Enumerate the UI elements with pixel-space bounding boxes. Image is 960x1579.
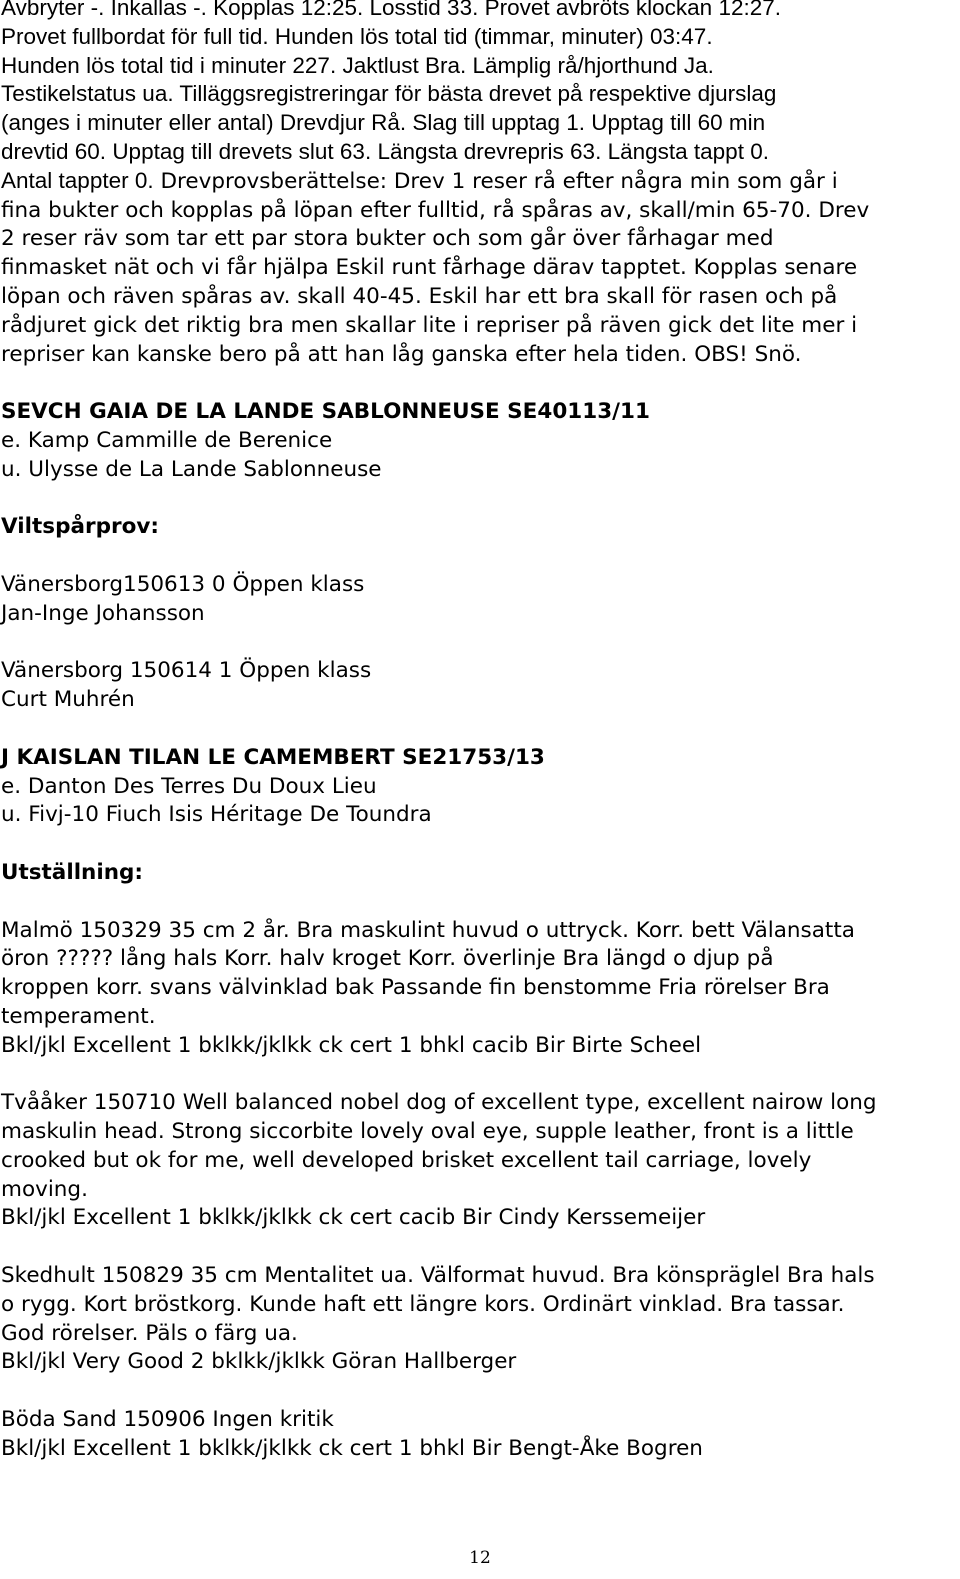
show-result: Bkl/jkl Excellent 1 bklkk/jklkk ck cert 1 bhkl Bir Bengt-Åke Bogren bbox=[1, 1435, 703, 1461]
trial-line: drevtid 60. Upptag till drevets slut 63. Längsta drevrepris 63. Längsta tappt 0. bbox=[1, 138, 769, 164]
dog-2 bbox=[0, 715, 960, 1464]
story-line: Drevprovsberättelse: Drev 1 reser rå efter några min som går i bbox=[160, 168, 838, 194]
show-critique-line: öron ????? lång hals Korr. halv kroget Korr. överlinje Bra längd o djup på bbox=[1, 946, 774, 972]
show-result: Bkl/jkl Excellent 1 bklkk/jklkk ck cert cacib Bir Cindy Kerssemeijer bbox=[1, 1205, 706, 1231]
trial-report bbox=[0, 0, 960, 369]
trial-line: Avbryter -. Inkallas -. Kopplas 12:25. Losstid 33. Provet avbröts klockan 12:27. bbox=[1, 0, 781, 20]
story-line: finmasket nät och vi får hjälpa Eskil runt fårhage därav tapptet. Kopplas senare bbox=[1, 255, 858, 281]
show-critique-line: Skedhult 150829 35 cm Mentalitet ua. Välformat huvud. Bra könspräglel Bra hals bbox=[1, 1263, 875, 1289]
show-critique-line: temperament. bbox=[1, 1003, 156, 1029]
story-line: repriser kan kanske bero på att han låg ganska efter hela tiden. OBS! Snö. bbox=[1, 341, 802, 367]
page-number: 12 bbox=[469, 1548, 491, 1568]
dog-1-dam: u. Ulysse de La Lande Sablonneuse bbox=[1, 456, 382, 482]
dog-2-name: J KAISLAN TILAN LE CAMEMBERT SE21753/13 bbox=[1, 744, 545, 770]
show-critique-line: maskulin head. Strong siccorbite lovely oval eye, supple leather, front is a little bbox=[1, 1119, 854, 1145]
tracking-judge: Jan-Inge Johansson bbox=[1, 600, 205, 626]
trial-line: Antal tappter 0. bbox=[1, 167, 154, 193]
show-result: Bkl/jkl Excellent 1 bklkk/jklkk ck cert 1 bhkl cacib Bir Birte Scheel bbox=[1, 1032, 702, 1058]
story-line: fina bukter och kopplas på löpan efter fulltid, rå spåras av, skall/min 65-70. Drev bbox=[1, 197, 870, 223]
show-critique-line: Tvååker 150710 Well balanced nobel dog of excellent type, excellent nairow long bbox=[1, 1090, 877, 1116]
show-result: Bkl/jkl Very Good 2 bklkk/jklkk Göran Hallberger bbox=[1, 1349, 517, 1375]
show-critique-line: moving. bbox=[1, 1176, 88, 1202]
trial-line: Hunden lös total tid i minuter 227. Jaktlust Bra. Lämplig rå/hjorthund Ja. bbox=[1, 52, 714, 78]
tracking-entry: Vänersborg150613 0 Öppen klass bbox=[1, 571, 365, 597]
show-critique-line: crooked but ok for me, well developed brisket excellent tail carriage, lovely bbox=[1, 1147, 812, 1173]
dog-1 bbox=[0, 369, 960, 715]
show-critique-line: Malmö 150329 35 cm 2 år. Bra maskulint huvud o uttryck. Korr. bett Välansatta bbox=[1, 917, 855, 943]
trial-line: Provet fullbordat för full tid. Hunden lös total tid (timmar, minuter) 03:47. bbox=[1, 23, 713, 49]
dog-2-dam: u. Fivj-10 Fiuch Isis Héritage De Toundra bbox=[1, 802, 432, 828]
section-heading-tracking: Viltspårprov: bbox=[1, 514, 159, 540]
show-critique-line: God rörelser. Päls o färg ua. bbox=[1, 1320, 298, 1346]
show-critique-line: Böda Sand 150906 Ingen kritik bbox=[1, 1407, 334, 1433]
trial-line-mixed bbox=[1, 167, 956, 197]
show-critique-line: o rygg. Kort bröstkorg. Kunde haft ett längre kors. Ordinärt vinklad. Bra tassar. bbox=[1, 1291, 845, 1317]
section-heading-show: Utställning: bbox=[1, 859, 144, 885]
story-line: löpan och räven spåras av. skall 40-45. Eskil har ett bra skall för rasen och på bbox=[1, 283, 838, 309]
story-line: rådjuret gick det riktig bra men skallar lite i repriser på räven gick det lite mer i bbox=[1, 312, 858, 338]
dog-1-name: SEVCH GAIA DE LA LANDE SABLONNEUSE SE40113/11 bbox=[1, 399, 650, 425]
dog-2-sire: e. Danton Des Terres Du Doux Lieu bbox=[1, 773, 377, 799]
show-critique-line: kroppen korr. svans välvinklad bak Passande fin benstomme Fria rörelser Bra bbox=[1, 975, 830, 1001]
dog-1-sire: e. Kamp Cammille de Berenice bbox=[1, 427, 333, 453]
story-line: 2 reser räv som tar ett par stora bukter och som går över fårhagar med bbox=[1, 226, 774, 252]
trial-line: Testikelstatus ua. Tilläggsregistreringar för bästa drevet på respektive djurslag bbox=[1, 81, 777, 107]
trial-line: (anges i minuter eller antal) Drevdjur Rå. Slag till upptag 1. Upptag till 60 min bbox=[1, 110, 766, 136]
tracking-entry: Vänersborg 150614 1 Öppen klass bbox=[1, 658, 372, 684]
tracking-judge: Curt Muhrén bbox=[1, 687, 135, 713]
